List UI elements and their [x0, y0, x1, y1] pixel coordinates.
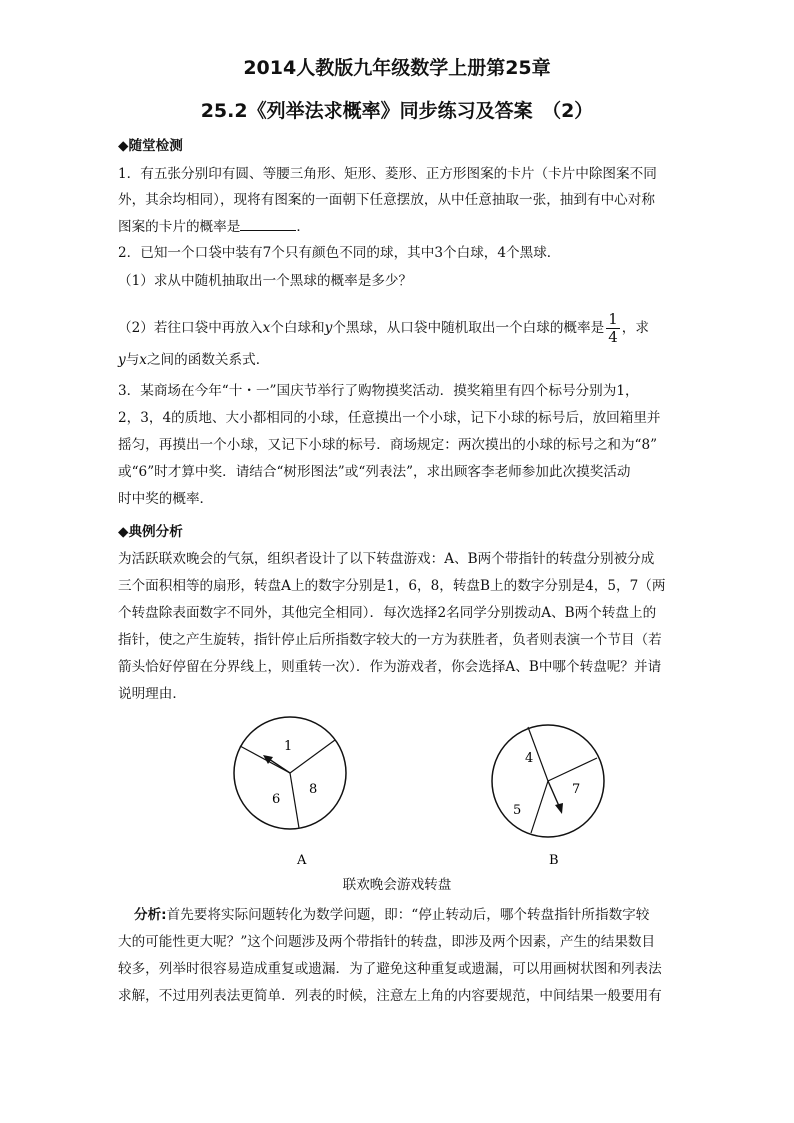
var-x: x — [262, 320, 271, 336]
q2-part2 — [118, 311, 649, 346]
example-line4: 指针，使之产生旋转，指针停止后所指数字较大的一方为获胜者，负者则表演一个节目（若 — [118, 632, 662, 648]
analysis-line1 — [134, 905, 649, 925]
spinner-a-divider — [240, 746, 290, 773]
spinner-b-number: 4 — [525, 751, 534, 766]
q2-part2-a: （2）若往口袋中再放入 — [118, 320, 263, 336]
example-line3: 个转盘除表面数字不同外，其他完全相同）．每次选择2名同学分别拨动A、B两个转盘上的 — [118, 605, 657, 621]
spinner-b-label: B — [549, 853, 559, 868]
spinner-b-number: 5 — [513, 803, 522, 818]
q2-part2-cont — [118, 350, 269, 370]
example-line5: 箭头恰好停留在分界线上，则重转一次）．作为游戏者，你会选择A、B中哪个转盘呢？并请 — [118, 659, 662, 675]
analysis-label: 分析: — [134, 907, 167, 923]
q1-line3-end: ． — [296, 219, 310, 235]
spinner-b — [492, 725, 604, 868]
q3-line2: 2，3，4的质地、大小都相同的小球，任意摸出一个小球，记下小球的标号后，放回箱里并 — [118, 410, 661, 426]
document-title: 2014人教版九年级数学上册第25章 — [243, 57, 551, 79]
analysis-line1-text: 首先要将实际问题转化为数学问题，即：“停止转动后，哪个转盘指针所指数字较 — [166, 907, 650, 923]
spinner-b-pointer — [548, 781, 559, 806]
var-x: x — [139, 352, 147, 368]
arrowhead-icon — [555, 803, 563, 814]
q2-part2-d: ，求 — [621, 320, 649, 336]
q2-part2-b: 个白球和 — [270, 320, 325, 336]
spinner-a — [234, 717, 346, 868]
q2-part2-c: 个黑球，从口袋中随机取出一个白球的概率是 — [332, 320, 605, 336]
spinner-a-divider — [290, 773, 299, 828]
spinner-b-number: 7 — [572, 782, 581, 797]
fraction-numerator: 1 — [608, 310, 618, 328]
var-y: y — [324, 320, 333, 336]
example-line1: 为活跃联欢晚会的气氛，组织者设计了以下转盘游戏：A、B两个带指针的转盘分别被分成 — [118, 551, 655, 567]
fraction-denominator: 4 — [608, 328, 618, 346]
section-heading-practice: ◆随堂检测 — [118, 138, 183, 154]
example-line2: 三个面积相等的扇形，转盘A上的数字分别是1，6，8，转盘B上的数字分别是4，5，7（两 — [118, 578, 666, 594]
q3-line4: 或“6”时才算中奖．请结合“树形图法”或“列表法”，求出顾客李老师参加此次摸奖活动 — [118, 464, 631, 480]
analysis-line4: 求解，不过用列表法更简单．列表的时候，注意左上角的内容要规范，中间结果一般要用有 — [118, 988, 662, 1004]
spinner-a-divider — [290, 740, 335, 773]
spinner-a-pointer — [269, 759, 290, 773]
spinner-b-divider — [531, 781, 548, 833]
analysis-line2: 大的可能性更大呢？”这个问题涉及两个带指针的转盘，即涉及两个因素，产生的结果数目 — [118, 934, 656, 950]
var-y: y — [118, 352, 126, 368]
q1-line1: 1．有五张分别印有圆、等腰三角形、矩形、菱形、正方形图案的卡片（卡片中除图案不同 — [118, 166, 657, 182]
q2-part1: （1）求从中随机抽取出一个黑球的概率是多少？ — [118, 273, 413, 289]
document-subtitle: 25.2《列举法求概率》同步练习及答案 （2） — [200, 100, 594, 122]
q3-line1: 3．某商场在今年“十・一”国庆节举行了购物摸奖活动．摸奖箱里有四个标号分别为1， — [118, 383, 639, 399]
analysis-line3: 较多，列举时很容易造成重复或遗漏．为了避免这种重复或遗漏，可以用画树状图和列表法 — [118, 961, 662, 977]
q1-line3 — [118, 216, 310, 237]
q1-line3-text: 图案的卡片的概率是 — [118, 219, 241, 235]
q1-line2: 外，其余均相同），现将有图案的一面朝下任意摆放，从中任意抽取一张，抽到有中心对称 — [118, 192, 655, 208]
figure-caption: 联欢晚会游戏转盘 — [342, 877, 452, 893]
fraction-one-quarter — [606, 311, 620, 346]
q3-line3: 摇匀，再摸出一个小球，又记下小球的标号．商场规定：两次摸出的小球的标号之和为“8” — [118, 437, 658, 453]
q2-intro: 2．已知一个口袋中装有7个只有颜色不同的球，其中3个白球，4个黑球． — [118, 245, 561, 261]
example-line6: 说明理由． — [118, 686, 186, 702]
spinner-a-label: A — [297, 853, 307, 868]
q2-part2-cont-b: 之间的函数关系式． — [146, 352, 270, 368]
section-heading-example: ◆典例分析 — [118, 524, 183, 540]
spinner-figure — [0, 715, 794, 875]
spinner-a-number: 8 — [309, 782, 318, 797]
spinner-a-number: 6 — [272, 792, 281, 807]
answer-blank — [240, 216, 296, 231]
spinner-b-divider — [548, 758, 597, 781]
spinner-a-number: 1 — [284, 739, 293, 754]
q3-line5: 时中奖的概率． — [118, 491, 214, 507]
q2-part2-cont-a: 与 — [125, 352, 140, 368]
